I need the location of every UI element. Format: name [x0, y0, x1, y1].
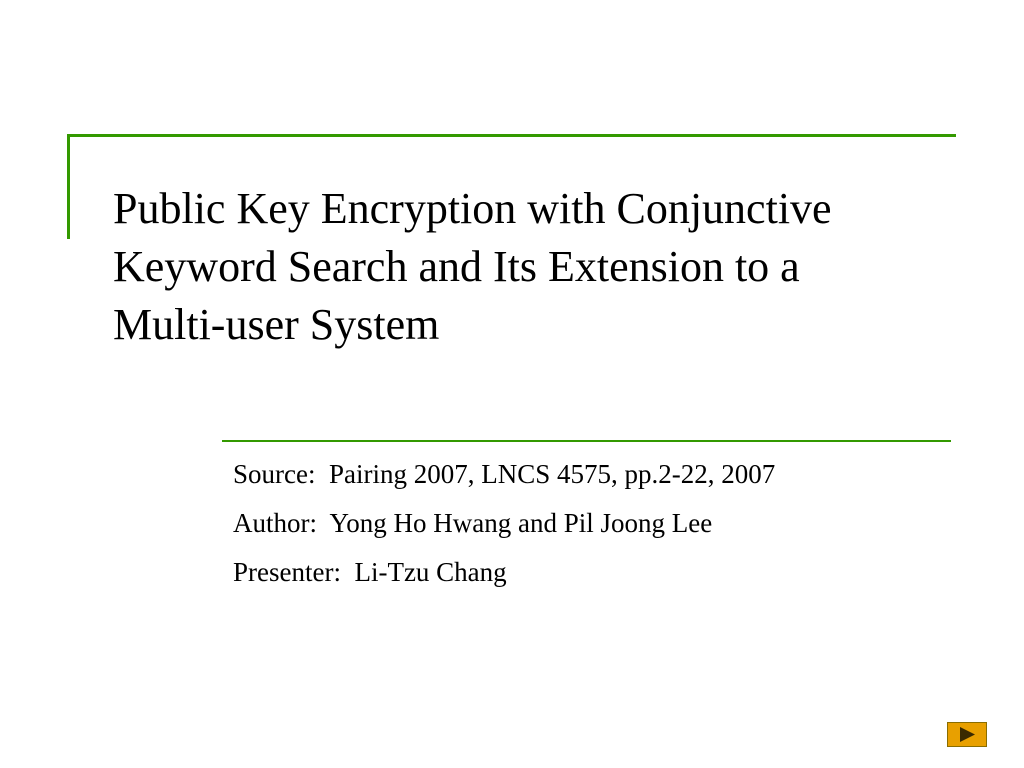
play-arrow-icon	[948, 723, 986, 746]
title-line: Keyword Search and Its Extension to a	[113, 242, 800, 291]
source-line: Source: Pairing 2007, LNCS 4575, pp.2-22, 2007	[233, 459, 776, 489]
title-line: Multi-user System	[113, 300, 440, 349]
slide-title	[113, 180, 973, 354]
title-left-rule	[67, 134, 70, 239]
subtitle-rule	[222, 440, 951, 442]
presentation-info	[233, 450, 993, 597]
author-line: Author: Yong Ho Hwang and Pil Joong Lee	[233, 508, 713, 538]
next-slide-button[interactable]	[947, 722, 987, 747]
title-top-rule	[67, 134, 956, 137]
title-line: Public Key Encryption with Conjunctive	[113, 184, 832, 233]
presenter-line: Presenter: Li-Tzu Chang	[233, 557, 507, 587]
